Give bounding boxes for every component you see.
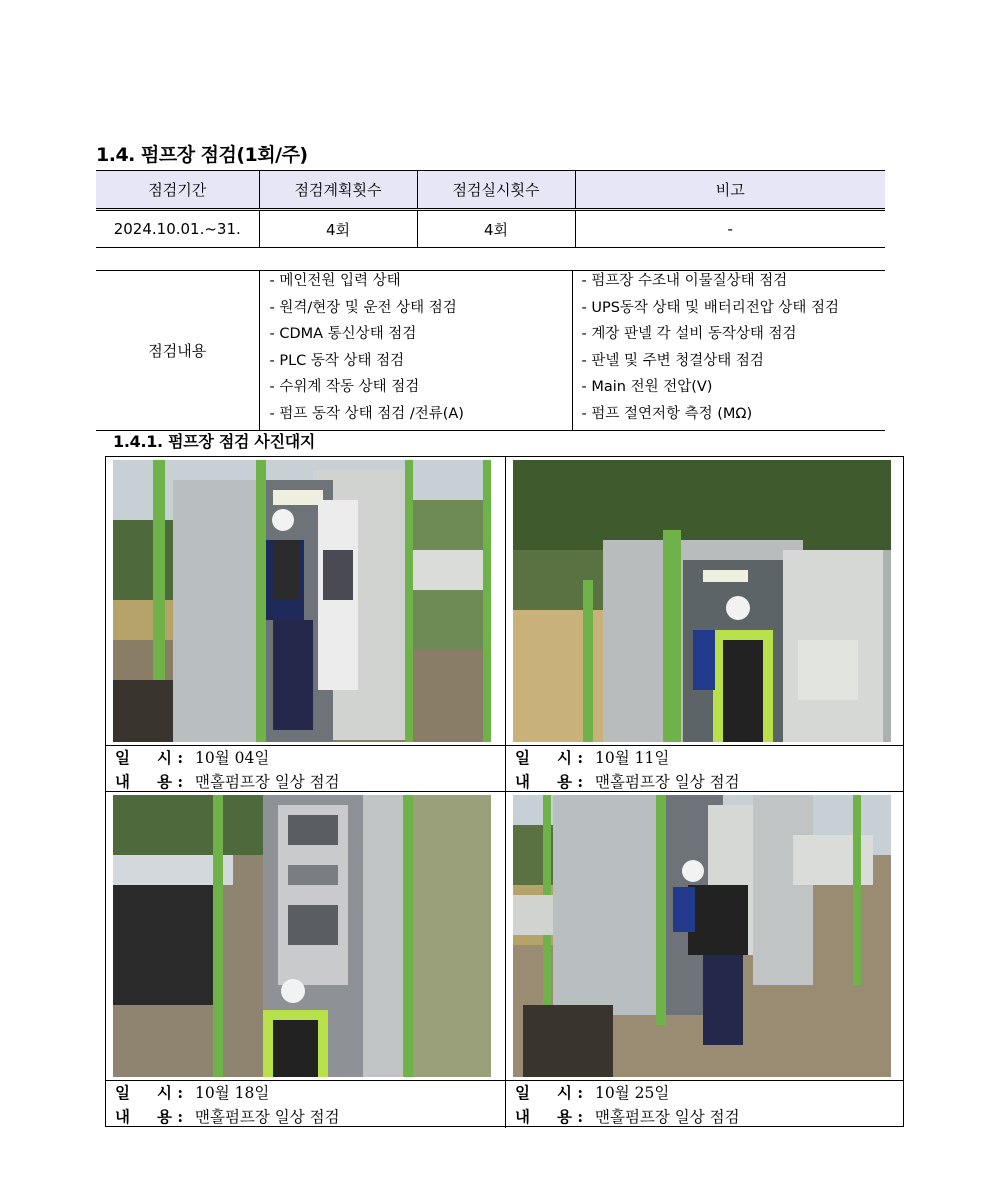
contents-item: - CDMA 통신상태 점검 — [269, 326, 417, 342]
inspection-photo — [513, 460, 891, 742]
photo-cell — [106, 457, 505, 792]
photo-caption — [506, 1080, 904, 1127]
contents-item: - 원격/현장 및 운전 상태 점검 — [269, 299, 457, 316]
cell-planned: 4회 — [259, 210, 417, 248]
caption-content: 맨홀펌프장 일상 점검 — [595, 773, 740, 791]
summary-table — [96, 170, 885, 248]
photo-cell — [106, 792, 505, 1128]
caption-date-label: 일 시 : — [515, 1083, 584, 1102]
contents-item: - 수위계 작동 상태 점검 — [269, 379, 420, 395]
caption-content-label: 내 용 : — [515, 1107, 584, 1126]
contents-item: - 펌프 동작 상태 점검 /전류(A) — [269, 405, 464, 422]
contents-label: 점검내용 — [96, 271, 259, 431]
cell-remarks: - — [575, 210, 885, 248]
contents-item: - 계장 판넬 각 설비 동작상태 점검 — [581, 326, 797, 342]
caption-date: 10월 11일 — [595, 749, 670, 767]
header-remarks: 비고 — [575, 171, 885, 210]
header-performed: 점검실시횟수 — [417, 171, 575, 210]
contents-table — [96, 270, 885, 431]
contents-item: - Main 전원 전압(V) — [581, 379, 713, 395]
header-period: 점검기간 — [96, 171, 259, 210]
contents-item: - 메인전원 입력 상태 — [269, 273, 401, 289]
caption-date: 10월 04일 — [195, 749, 270, 767]
contents-item: - PLC 동작 상태 점검 — [269, 352, 405, 369]
photo-caption — [106, 745, 505, 792]
photo-grid — [105, 456, 904, 1127]
caption-content: 맨홀펌프장 일상 점검 — [195, 1108, 340, 1126]
contents-right-column — [572, 271, 885, 431]
caption-date-label: 일 시 : — [115, 1083, 184, 1102]
caption-date-label: 일 시 : — [515, 748, 584, 767]
caption-content-label: 내 용 : — [115, 772, 184, 791]
photo-caption — [506, 745, 904, 792]
caption-date: 10월 18일 — [195, 1084, 270, 1102]
cell-period: 2024.10.01.~31. — [96, 210, 259, 248]
section-title: 1.4. 펌프장 점검(1회/주) — [96, 144, 308, 166]
inspection-photo — [113, 795, 491, 1077]
caption-content-label: 내 용 : — [515, 772, 584, 791]
photo-cell — [505, 457, 904, 792]
contents-item: - UPS동작 상태 및 배터리전압 상태 점검 — [581, 299, 840, 316]
contents-item: - 펌프장 수조내 이물질상태 점검 — [581, 273, 788, 289]
caption-date: 10월 25일 — [595, 1084, 670, 1102]
caption-content: 맨홀펌프장 일상 점검 — [195, 773, 340, 791]
header-planned: 점검계획횟수 — [259, 171, 417, 210]
inspection-photo — [113, 460, 491, 742]
inspection-photo — [513, 795, 891, 1077]
photo-caption — [106, 1080, 505, 1127]
contents-left-column — [259, 271, 572, 431]
contents-item: - 펌프 절연저항 측정 (MΩ) — [581, 405, 753, 422]
caption-date-label: 일 시 : — [115, 748, 184, 767]
caption-content: 맨홀펌프장 일상 점검 — [595, 1108, 740, 1126]
caption-content-label: 내 용 : — [115, 1107, 184, 1126]
cell-performed: 4회 — [417, 210, 575, 248]
contents-item: - 판넬 및 주변 청결상태 점검 — [581, 352, 764, 369]
photo-section-title: 1.4.1. 펌프장 점검 사진대지 — [113, 432, 316, 451]
photo-cell — [505, 792, 904, 1128]
